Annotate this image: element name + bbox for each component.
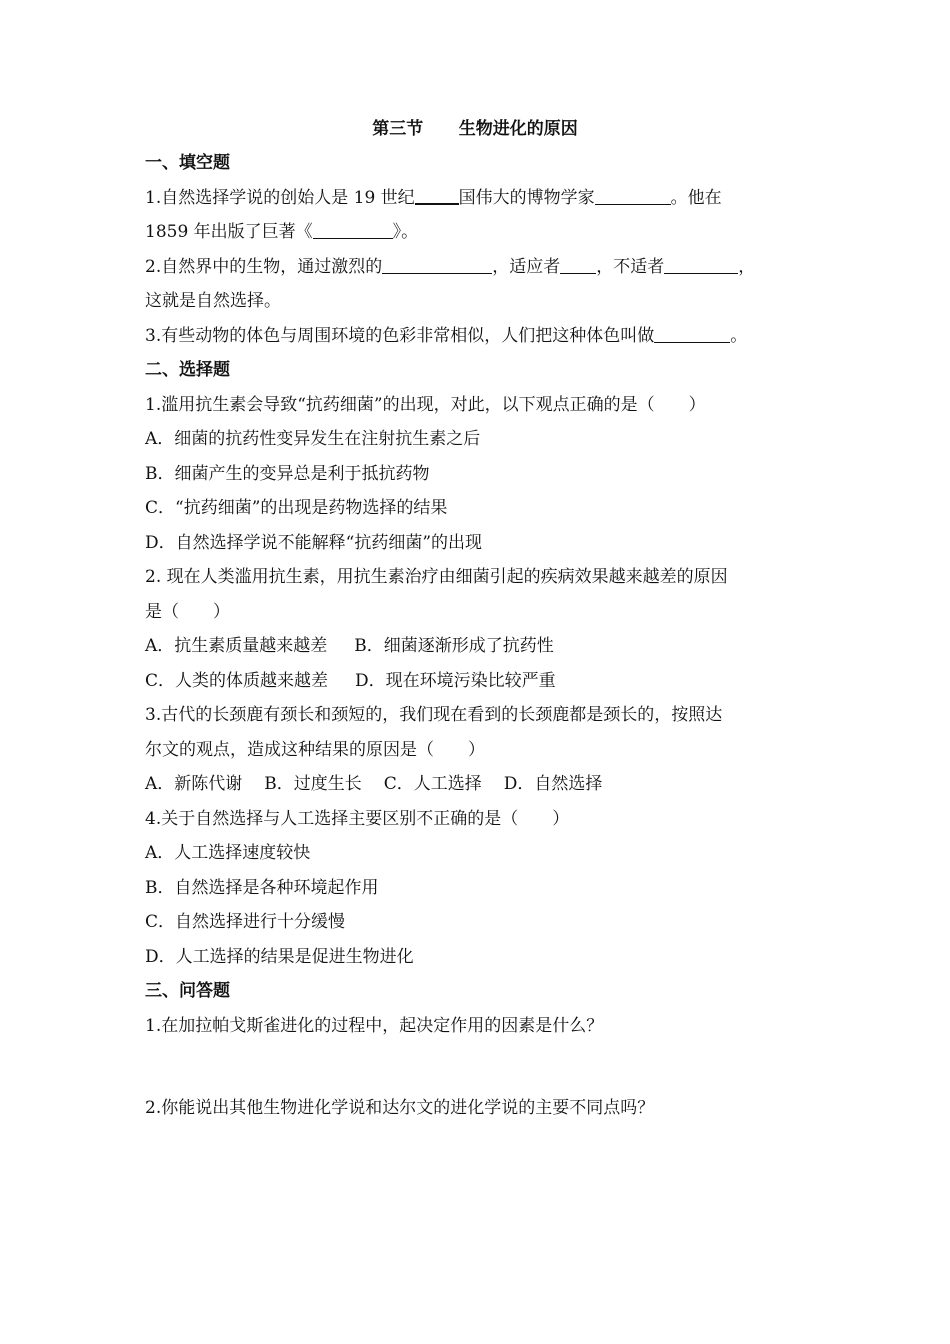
choice-q4-option-d[interactable]: D．人工选择的结果是促进生物进化	[145, 946, 414, 967]
choice-q3-option-d[interactable]: D．自然选择	[503, 774, 603, 794]
choice-q1-option-b[interactable]: B．细菌产生的变异总是利于抵抗药物	[145, 463, 430, 484]
qa-q1: 1.在加拉帕戈斯雀进化的过程中，起决定作用的因素是什么？	[145, 1015, 604, 1036]
choice-q4-option-a[interactable]: A．人工选择速度较快	[145, 843, 311, 863]
fill-q1-text-c: 。他在	[670, 187, 722, 208]
choice-q2-option-c[interactable]: C．人类的体质越来越差	[145, 670, 329, 691]
fill-q1-text-b: 国伟大的博物学家	[458, 187, 595, 208]
choice-q4-option-b[interactable]: B．自然选择是各种环境起作用	[145, 877, 379, 898]
worksheet-page	[145, 112, 805, 1126]
fill-q2-text-d: ，	[738, 256, 756, 277]
fill-q1-text-e: 》。	[392, 222, 419, 242]
fill-q2-blank-struggle[interactable]	[382, 254, 492, 274]
choice-q1-option-c[interactable]: C．“抗药细菌”的出现是药物选择的结果	[145, 498, 448, 518]
fill-q3-text-a: 3.有些动物的体色与周围环境的色彩非常相似，人们把这种体色叫做	[145, 325, 655, 346]
choice-q2-option-a[interactable]: A．抗生素质量越来越差	[145, 636, 328, 656]
fill-q3-text-b: 。	[730, 325, 748, 346]
choice-q2-option-b[interactable]: B．细菌逐渐形成了抗药性	[354, 636, 554, 656]
choice-q2-option-d[interactable]: D．现在环境污染比较严重	[355, 670, 556, 691]
page-title: 第三节 生物进化的原因	[372, 119, 578, 139]
section-heading-fill-blank: 一、填空题	[145, 153, 230, 173]
choice-q1-stem: 1.滥用抗生素会导致“抗药细菌”的出现，对此，以下观点正确的是（ ）	[145, 394, 706, 415]
choice-q2-options-row2	[145, 664, 805, 699]
fill-q1-blank-country[interactable]	[415, 184, 459, 205]
choice-q3-stem-line2: 尔文的观点，造成这种结果的原因是（ ）	[145, 739, 485, 760]
choice-q2-stem-line2: 是（ ）	[145, 601, 230, 622]
fill-q2-blank-eliminated[interactable]	[664, 254, 738, 274]
choice-q3-option-a[interactable]: A．新陈代谢	[145, 774, 243, 794]
fill-q2-line2: 这就是自然选择。	[145, 291, 281, 311]
fill-q2-line1	[145, 250, 805, 285]
fill-q2-text-b: ，适应者	[492, 256, 561, 277]
section-heading-qa: 三、问答题	[145, 981, 230, 1001]
fill-q1-line1	[145, 181, 805, 216]
fill-q1-text-a: 1.自然选择学说的创始人是 19 世纪	[145, 187, 415, 208]
fill-q1-blank-book[interactable]	[313, 219, 393, 239]
fill-q2-text-a: 2.自然界中的生物，通过激烈的	[145, 256, 383, 277]
choice-q2-stem-line1: 2. 现在人类滥用抗生素，用抗生素治疗由细菌引起的疾病效果越来越差的原因	[145, 567, 728, 587]
fill-q1-blank-naturalist[interactable]	[595, 185, 671, 205]
choice-q3-option-c[interactable]: C．人工选择	[383, 774, 482, 794]
choice-q2-options-row1	[145, 629, 805, 664]
fill-q2-text-c: ，不适者	[596, 256, 665, 277]
choice-q1-option-a[interactable]: A．细菌的抗药性变异发生在注射抗生素之后	[145, 429, 481, 449]
choice-q3-stem-line1: 3.古代的长颈鹿有颈长和颈短的，我们现在看到的长颈鹿都是颈长的，按照达	[145, 705, 723, 725]
choice-q4-option-c[interactable]: C．自然选择进行十分缓慢	[145, 912, 346, 932]
choice-q3-option-b[interactable]: B．过度生长	[264, 774, 362, 794]
section-heading-choice: 二、选择题	[145, 360, 230, 380]
qa-q1-answer-space[interactable]	[145, 1043, 805, 1091]
fill-q2-blank-survive[interactable]	[560, 254, 596, 274]
fill-q3-blank-coloration[interactable]	[654, 323, 730, 343]
choice-q4-stem: 4.关于自然选择与人工选择主要区别不正确的是（ ）	[145, 808, 570, 829]
fill-q1-text-d: 1859 年出版了巨著《	[145, 222, 313, 242]
fill-q3-line1	[145, 319, 805, 354]
qa-q2: 2.你能说出其他生物进化学说和达尔文的进化学说的主要不同点吗？	[145, 1098, 655, 1118]
fill-q1-line2	[145, 215, 805, 250]
choice-q1-option-d[interactable]: D．自然选择学说不能解释“抗药细菌”的出现	[145, 532, 483, 553]
choice-q3-options-row	[145, 767, 805, 802]
